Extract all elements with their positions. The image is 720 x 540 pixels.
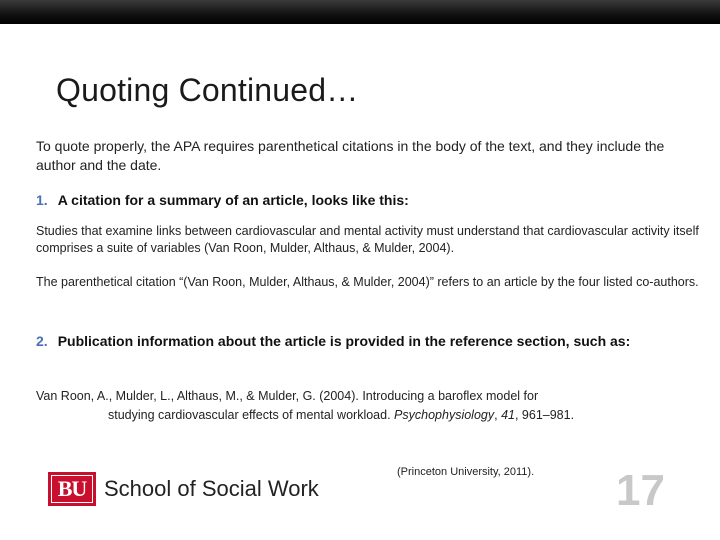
bu-logo-mark xyxy=(48,472,96,506)
reference-pages: , 961–981. xyxy=(514,408,575,422)
slide-title: Quoting Continued… xyxy=(56,72,359,108)
page-number: 17 xyxy=(616,466,665,515)
example-quote: Studies that examine links between cardiovascular and mental activity must understand that cardiovascular activity itself comprises a suite of variables (Van Roon, Mulder, Althaus, & Mulder, 2004). xyxy=(36,224,699,255)
point-2-number: 2. xyxy=(36,333,48,349)
point-2-text: Publication information about the article is provided in the reference section, such as: xyxy=(57,333,631,349)
reference-volume: 41 xyxy=(501,408,515,422)
citation-explanation: The parenthetical citation “(Van Roon, Mulder, Althaus, & Mulder, 2004)” refers to an article by the four listed co-authors. xyxy=(36,275,699,289)
intro-paragraph: To quote properly, the APA requires parenthetical citations in the body of the text, and they include the author and the date. xyxy=(36,138,665,173)
point-1-text: A citation for a summary of an article, looks like this: xyxy=(57,192,409,208)
reference-journal: Psychophysiology xyxy=(394,408,495,422)
point-1-number: 1. xyxy=(36,192,48,208)
bu-logo xyxy=(48,472,319,506)
school-name: School of Social Work xyxy=(104,476,319,501)
bu-logo-text: BU xyxy=(57,476,87,501)
top-bar xyxy=(0,0,720,24)
reference-line-2: studying cardiovascular effects of mental workload. Psychophysiology, 41, 961–981. xyxy=(108,408,575,422)
point-1-heading xyxy=(36,192,696,208)
reference-line-1: Van Roon, A., Mulder, L., Althaus, M., & Mulder, G. (2004). Introducing a baroflex model for xyxy=(36,389,539,403)
point-2-heading xyxy=(36,332,676,350)
reference-continuation: studying cardiovascular effects of mental workload. xyxy=(108,408,391,422)
source-note: (Princeton University, 2011). xyxy=(397,466,535,478)
